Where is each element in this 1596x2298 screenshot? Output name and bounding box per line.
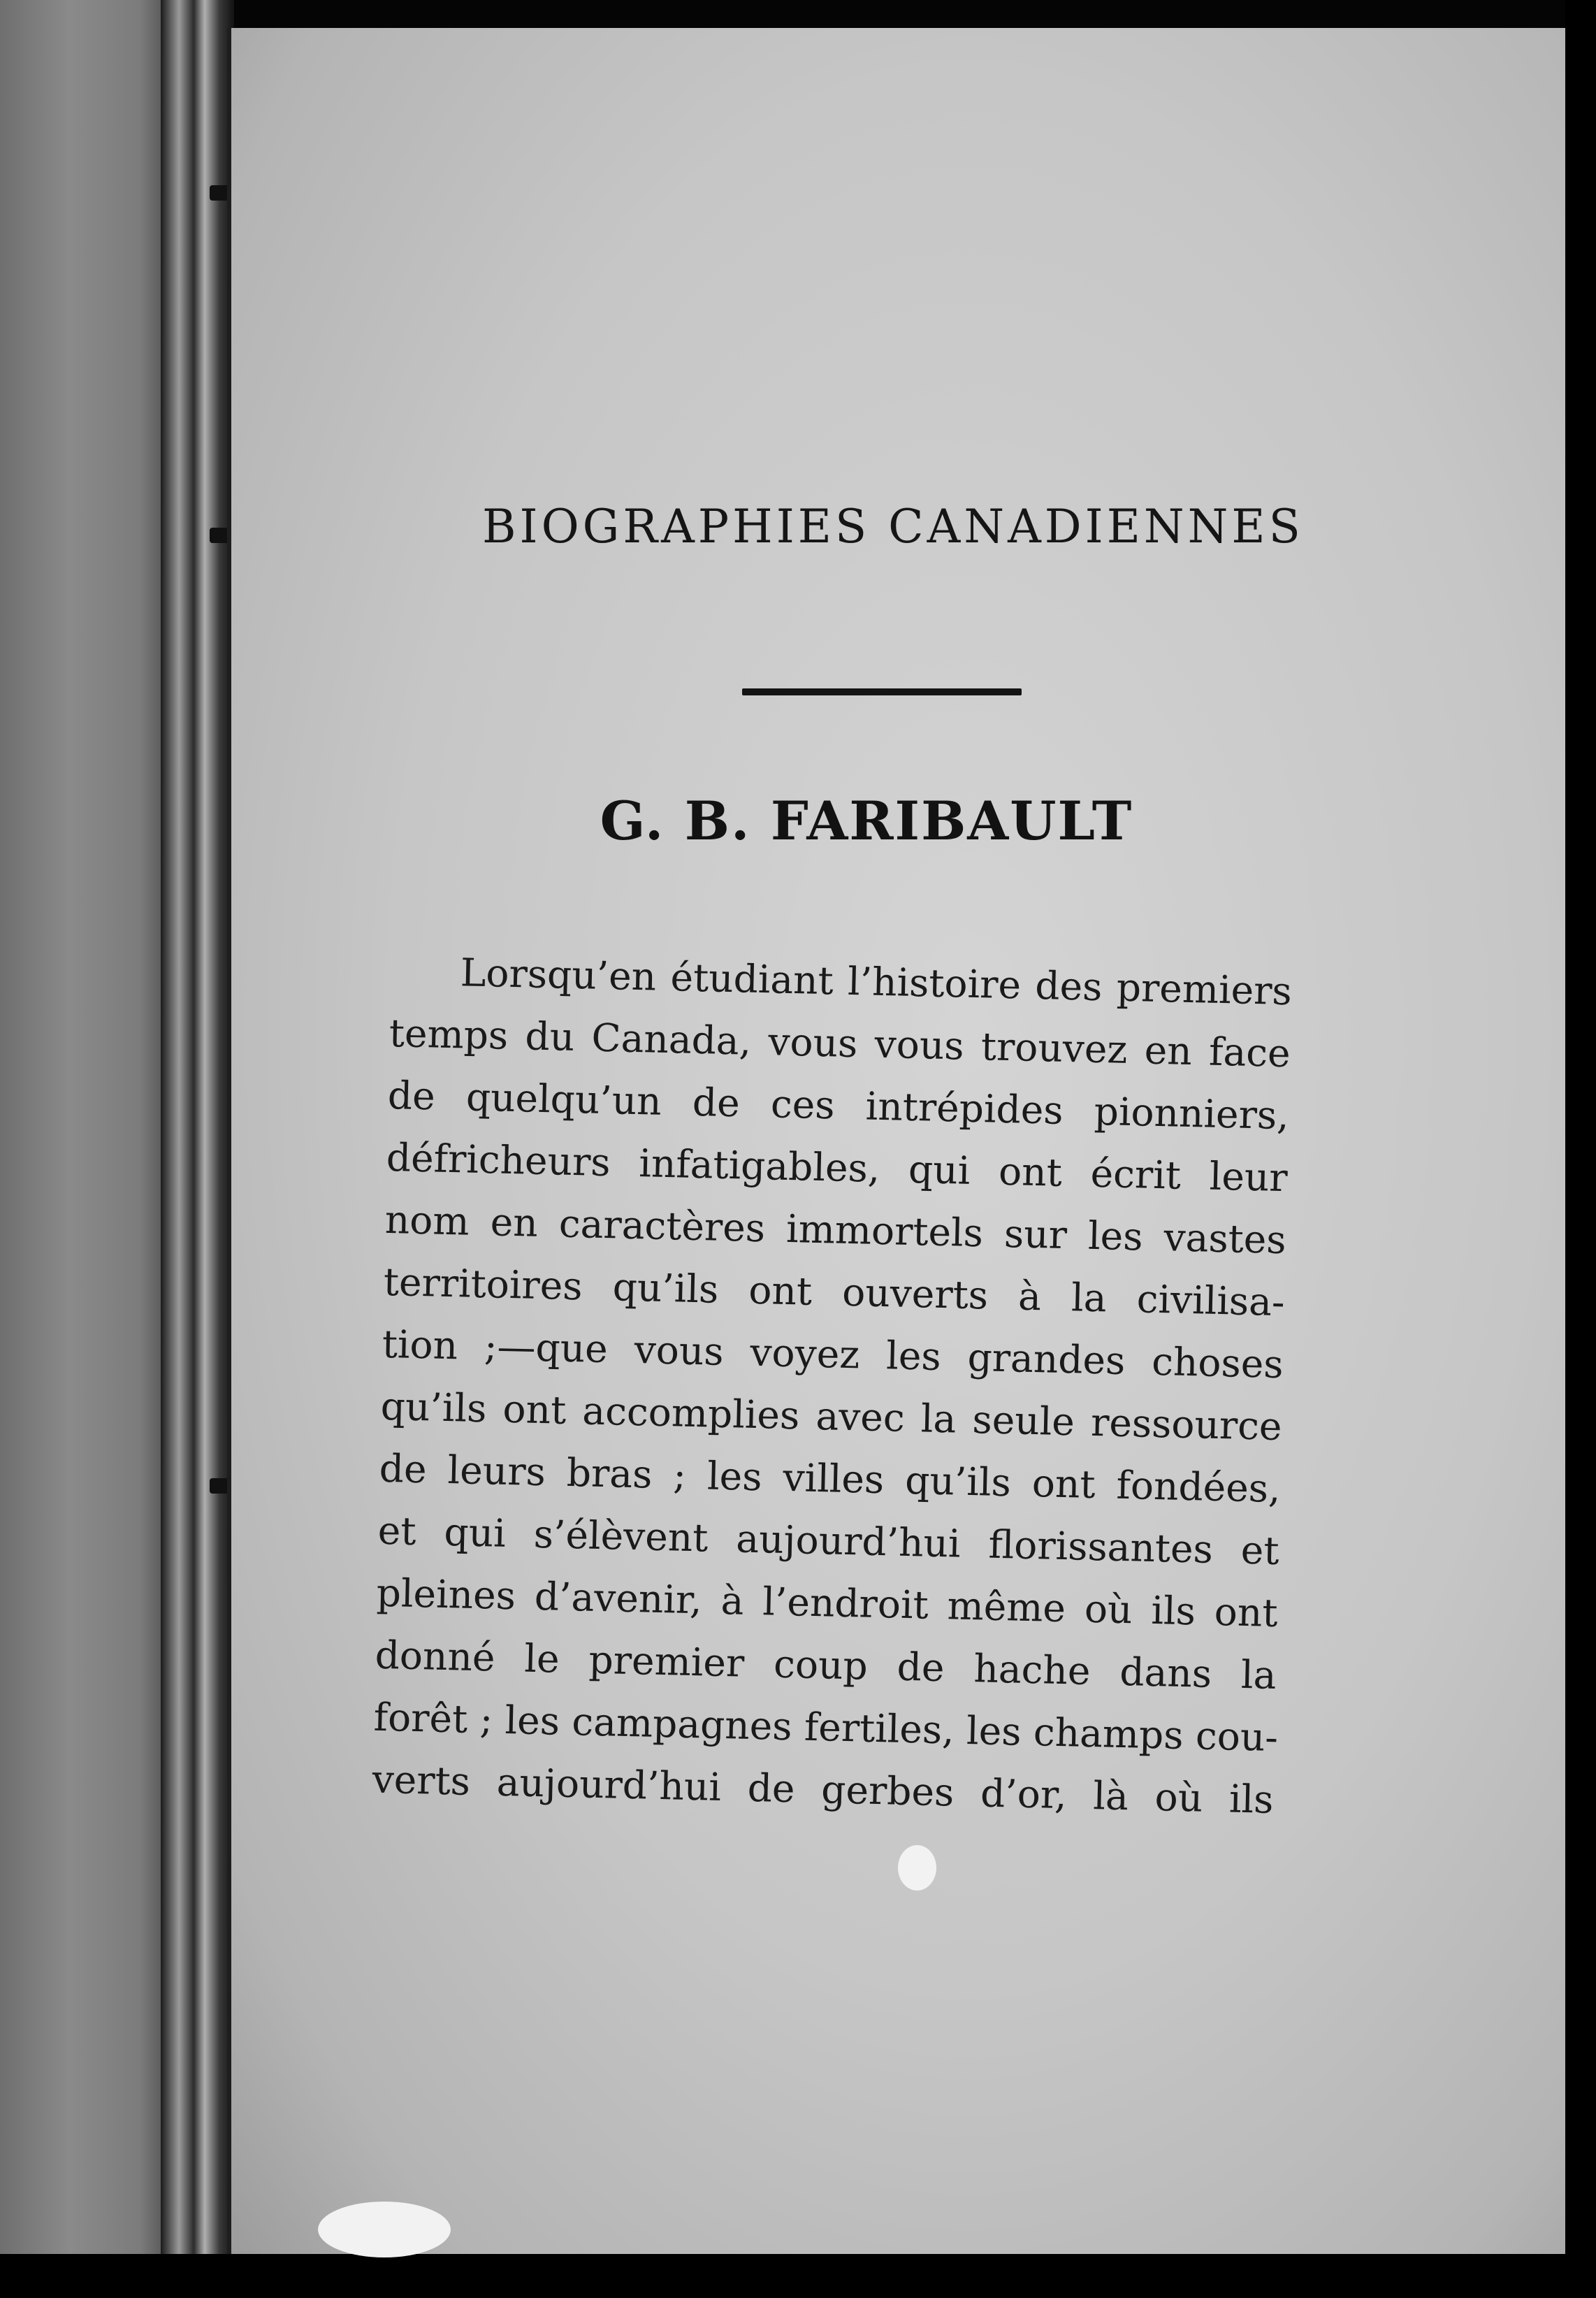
body-line: défricheurs infatigables, qui ont écrit leur (386, 1134, 1289, 1201)
body-line: Lorsqu’en étudiant l’histoire des premiers (460, 950, 1293, 1014)
body-line: verts aujourd’hui de gerbes d’or, là où ils (372, 1756, 1275, 1822)
body-line: donné le premier coup de hache dans la (375, 1632, 1277, 1698)
series-title: BIOGRAPHIES CANADIENNES (482, 500, 1304, 554)
book-spine-binding (161, 0, 234, 2298)
title-rule-divider (742, 688, 1022, 695)
body-line: forêt ; les campagnes fertiles, les champs cou- (373, 1694, 1279, 1761)
paper-spot (898, 1845, 936, 1891)
paper-spot (318, 2202, 451, 2257)
body-line: territoires qu’ils ont ouverts à la civilisa- (383, 1259, 1286, 1325)
body-paragraph (372, 940, 1293, 1831)
body-line: de quelqu’un de ces intrépides pionniers, (387, 1072, 1290, 1139)
page-edge-right (1565, 0, 1596, 2298)
body-line: nom en caractères immortels sur les vastes (384, 1197, 1287, 1263)
biography-heading: G. B. FARIBAULT (600, 790, 1133, 852)
body-line: temps du Canada, vous vous trouvez en face (389, 1010, 1291, 1076)
body-line: et qui s’élèvent aujourd’hui florissantes et (377, 1508, 1280, 1574)
body-line: pleines d’avenir, à l’endroit même où ils ont (376, 1570, 1279, 1636)
book-cover-left (0, 0, 175, 2298)
page-edge-bottom (0, 2254, 1596, 2298)
body-line: de leurs bras ; les villes qu’ils ont fondées, (379, 1445, 1282, 1512)
body-line: qu’ils ont accomplies avec la seule ressource (380, 1383, 1283, 1450)
body-line: tion ;—que vous voyez les grandes choses (382, 1321, 1284, 1387)
